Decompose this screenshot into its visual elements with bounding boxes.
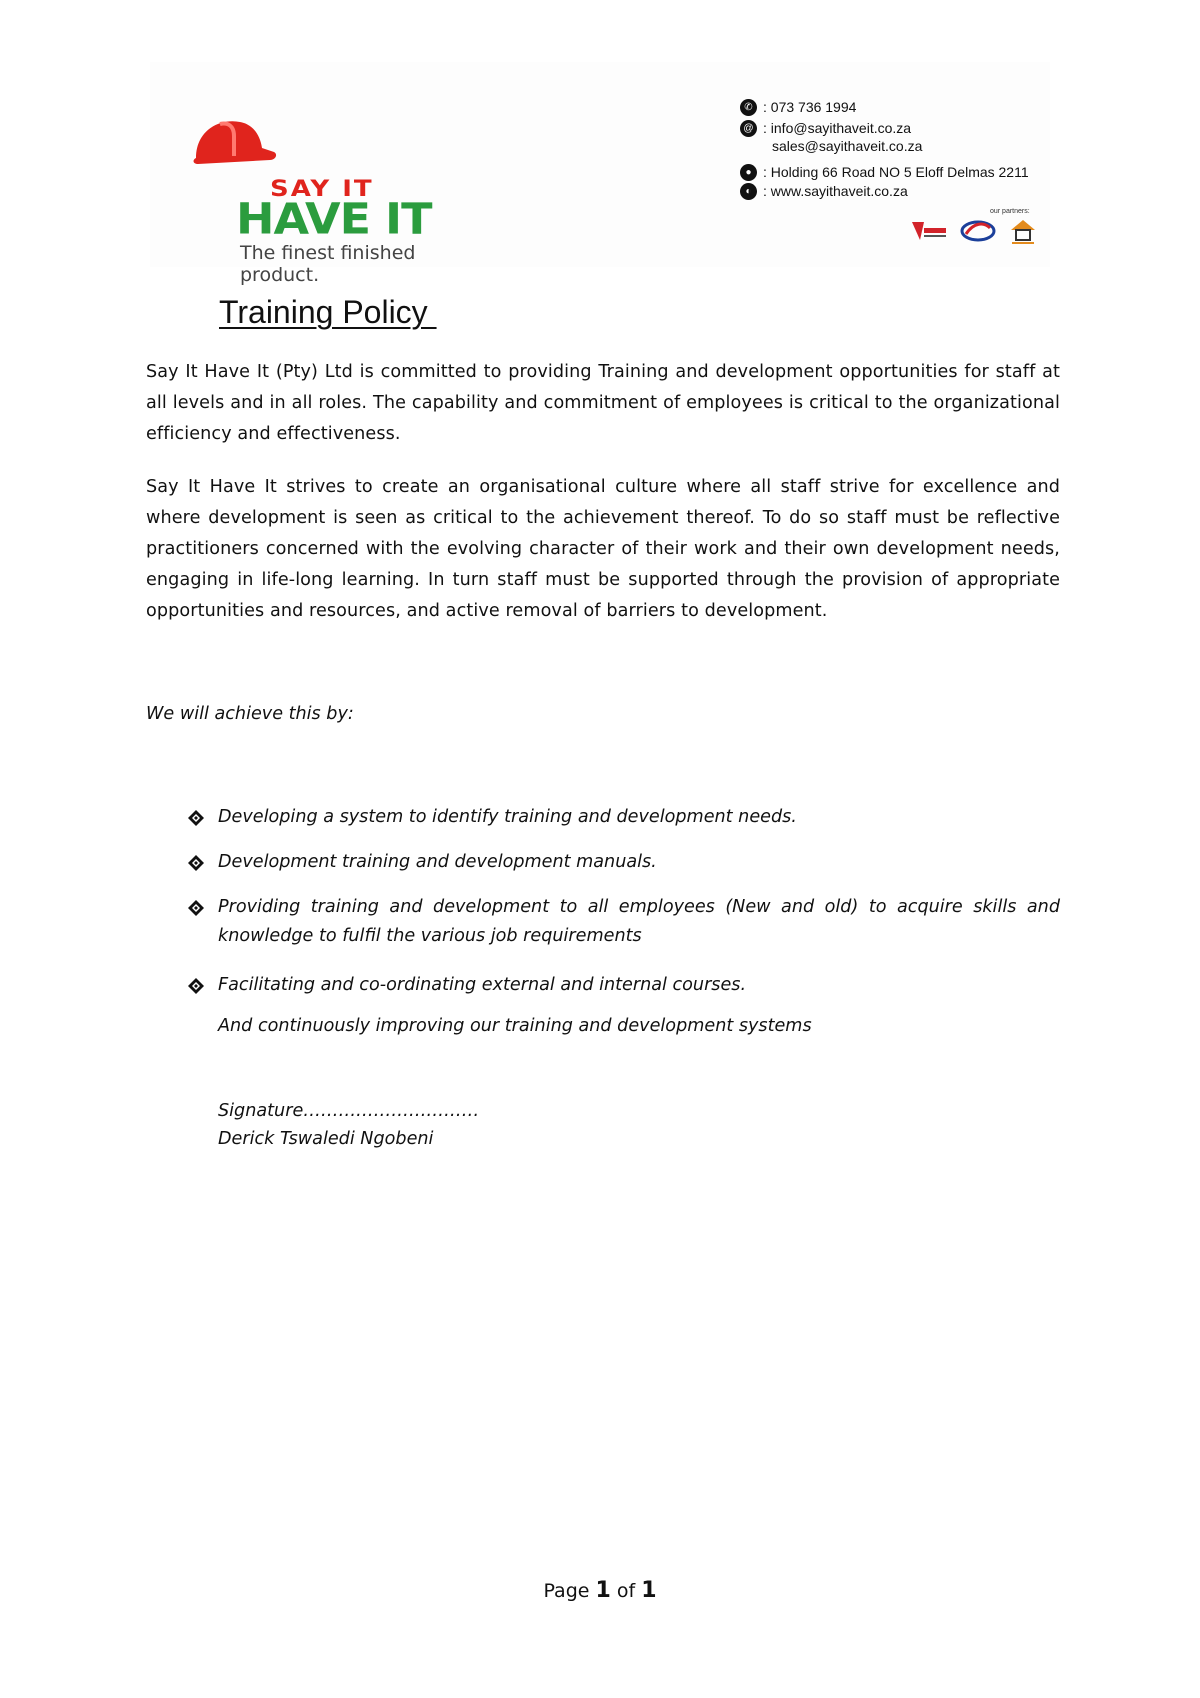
location-icon: ● — [740, 164, 757, 181]
diamond-bullet-icon — [187, 899, 205, 917]
partner-logo-3-icon — [1008, 218, 1038, 246]
company-logo — [190, 112, 460, 286]
contact-email-sales: sales@sayithaveit.co.za — [772, 138, 923, 154]
email-icon: @ — [740, 120, 757, 137]
signatory-name: Derick Tswaledi Ngobeni — [218, 1129, 434, 1149]
contact-phone: ✆ : 073 736 1994 — [740, 98, 856, 116]
page-current: 1 — [595, 1578, 611, 1603]
page-footer — [0, 1578, 1200, 1603]
brand-have: HAVE IT — [236, 194, 432, 244]
list-item: Providing training and development to all employees (New and old) to acquire skills and knowledge to fulfil the various job requirements — [218, 893, 1060, 951]
web-icon: ◐ — [740, 183, 757, 200]
page-word: Page — [543, 1580, 590, 1602]
diamond-bullet-icon — [187, 809, 205, 827]
diamond-bullet-icon — [187, 854, 205, 872]
brand-say: SAY IT — [270, 176, 374, 202]
diamond-bullet-icon — [187, 977, 205, 995]
hard-hat-icon — [190, 112, 280, 182]
list-item: Developing a system to identify training and development needs. — [218, 803, 1060, 832]
page-title: Training Policy — [219, 294, 437, 330]
partner-logo-1-icon — [910, 218, 950, 244]
page-of: of — [616, 1580, 636, 1602]
list-item: Development training and development manuals. — [218, 848, 1060, 877]
partner-logos — [910, 208, 1050, 248]
phone-icon: ✆ — [740, 99, 757, 116]
partner-logo-2-icon — [960, 218, 996, 244]
page-total: 1 — [641, 1578, 657, 1603]
achievement-intro: We will achieve this by: — [146, 704, 354, 724]
signature-line: Signature………………………… — [218, 1101, 480, 1121]
paragraph-culture: Say It Have It strives to create an organisational culture where all staff strive for excellence and where development is seen as critical to the achievement thereof. To do so staff must be reflective practitioners concerned with the evolving character of their work and their own development needs, engaging in life-long learning. In turn staff must be supported through the provision of appropriate opportunities and resources, and active removal of barriers to development. — [146, 477, 1060, 621]
list-item: Facilitating and co-ordinating external and internal courses. — [218, 971, 1060, 1000]
closing-statement: And continuously improving our training and development systems — [218, 1016, 812, 1036]
signature-block — [218, 1097, 479, 1153]
paragraph-commitment: Say It Have It (Pty) Ltd is committed to providing Training and development opportunities for staff at all levels and in all roles. The capability and commitment of employees is critical to the organizational efficiency and effectiveness. — [146, 362, 1060, 444]
contact-email: @ : info@sayithaveit.co.za — [740, 119, 911, 137]
partners-label: our partners: — [990, 208, 1030, 215]
letterhead — [150, 62, 1050, 286]
contact-address: ● : Holding 66 Road NO 5 Eloff Delmas 2211 — [740, 163, 1029, 181]
tagline: The finest finished product. — [240, 242, 416, 286]
contact-website: ◐ : www.sayithaveit.co.za — [740, 182, 908, 200]
